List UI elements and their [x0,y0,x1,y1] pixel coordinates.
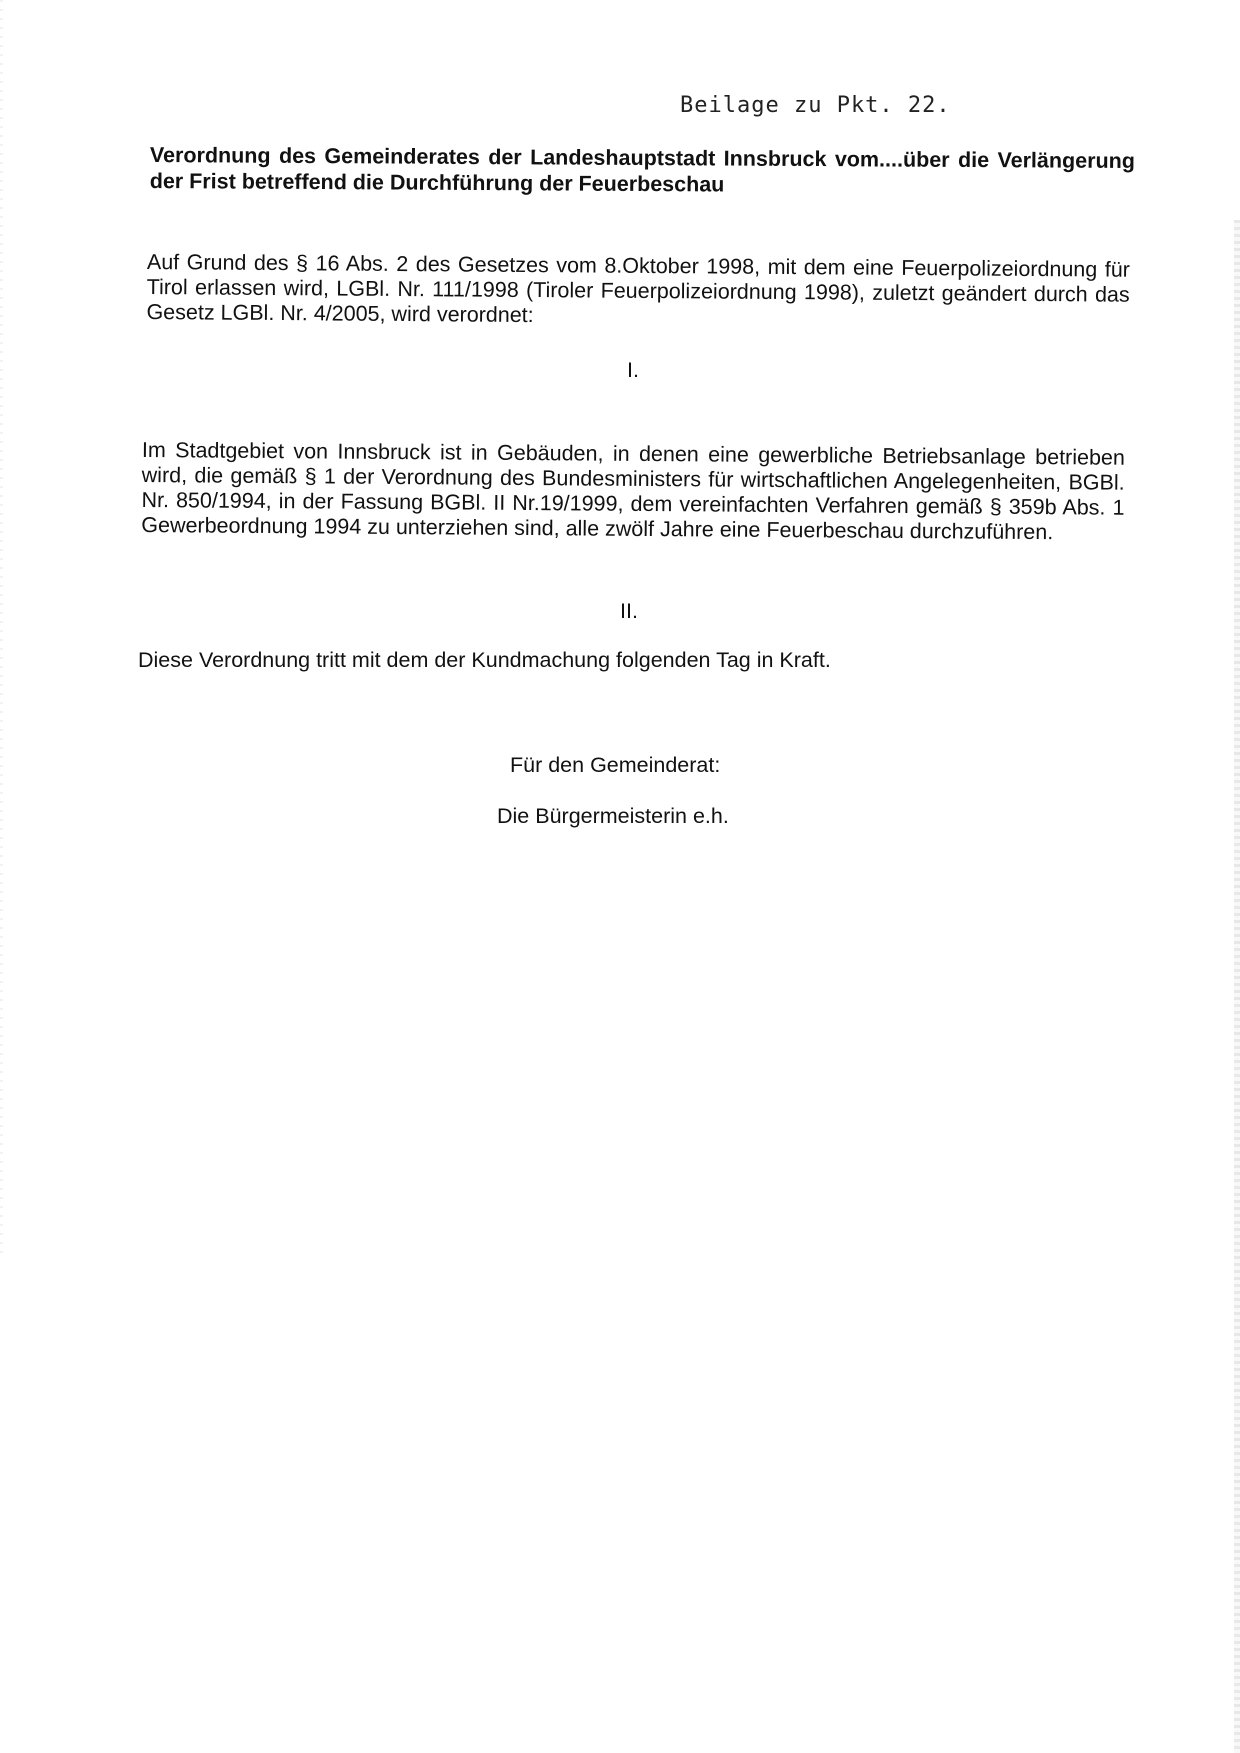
preamble-paragraph: Auf Grund des § 16 Abs. 2 des Gesetzes vom 8.Oktober 1998, mit dem eine Feuerpolizeiordnung für Tirol erlassen wird, LGBl. Nr. 111/1998 (Tiroler Feuerpolizeiordnung 1998), zuletzt geändert durch das Gesetz LGBl. Nr. 4/2005, wird verordnet: [146,250,1130,328]
document-title: Verordnung des Gemeinderates der Landeshauptstadt Innsbruck vom....über die Verlängerung der Frist betreffend die Durchführung der Feuerbeschau [149,142,1135,197]
section-number-2: II. [620,599,638,623]
section-text-2: Diese Verordnung tritt mit dem der Kundmachung folgenden Tag in Kraft. [138,648,831,672]
scan-edge-artifact [1234,220,1240,1753]
section-text-1: Im Stadtgebiet von Innsbruck ist in Gebäuden, in denen eine gewerbliche Betriebsanlage betrieben wird, die gemäß § 1 der Verordnung des Bundesministers für wirtschaftlichen Angelegenheiten, BGBl. Nr. 850/1994, in der Fassung BGBl. II Nr.19/1999, dem vereinfachten Verfahren gemäß § 359b Abs. 1 Gewerbeordnung 1994 zu unterziehen sind, alle zwölf Jahre eine Feuerbeschau durchzuführen. [141,438,1125,545]
attachment-label: Beilage zu Pkt. 22. [680,93,951,118]
signature-line-2: Die Bürgermeisterin e.h. [497,804,729,828]
section-number-1: I. [627,358,639,382]
scan-edge-artifact-left [0,0,3,1253]
signature-line-1: Für den Gemeinderat: [510,753,721,777]
